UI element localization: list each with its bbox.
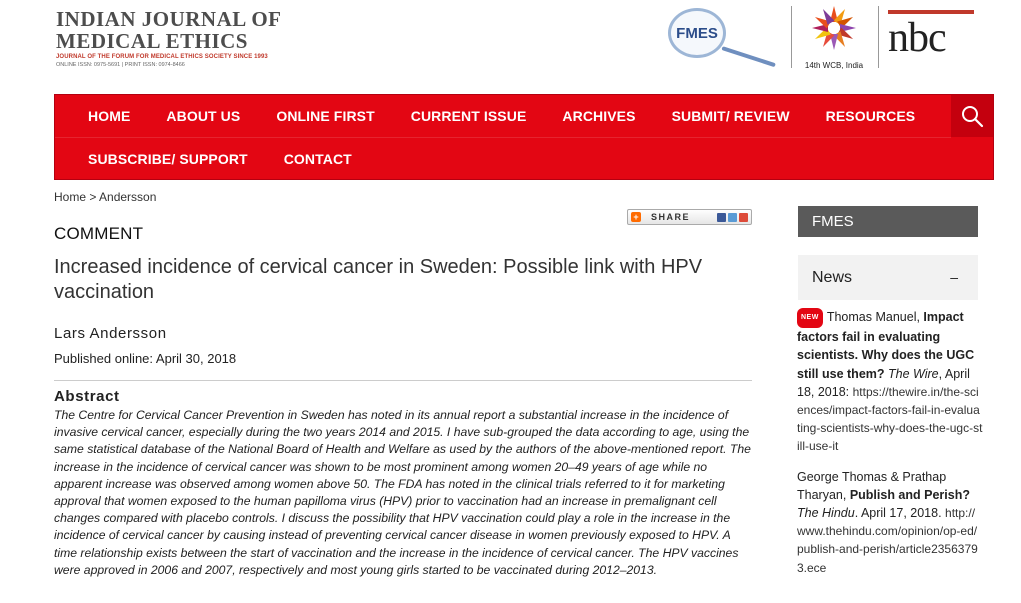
news-url-link[interactable]: https://thewire.in/the-sciences/impact-factors-fail-in-evaluating-scientists-why-does-the-ugc-still-use-it bbox=[797, 384, 983, 454]
share-label: SHARE bbox=[651, 212, 691, 222]
email-icon bbox=[739, 213, 748, 222]
news-item bbox=[797, 468, 983, 577]
nav-about-us[interactable]: ABOUT US bbox=[166, 108, 241, 124]
new-badge: NEW bbox=[797, 308, 823, 328]
article-section-label: COMMENT bbox=[54, 224, 144, 243]
wcb-caption: 14th WCB, India bbox=[804, 61, 864, 70]
nav-submit-review[interactable]: SUBMIT/ REVIEW bbox=[671, 108, 790, 124]
nav-archives[interactable]: ARCHIVES bbox=[562, 108, 636, 124]
news-item bbox=[797, 308, 983, 456]
journal-title-line2: MEDICAL ETHICS bbox=[56, 29, 248, 53]
wcb-star-icon bbox=[810, 4, 858, 52]
article-title: Increased incidence of cervical cancer in Sweden: Possible link with HPV vaccination bbox=[54, 256, 703, 303]
journal-title-line1: INDIAN JOURNAL OF bbox=[56, 7, 282, 31]
nbc-logo-text: nbc bbox=[888, 15, 946, 61]
magnifier-handle-icon bbox=[721, 46, 775, 67]
search-icon bbox=[960, 104, 984, 128]
journal-logo[interactable] bbox=[56, 8, 296, 68]
news-label: News bbox=[812, 269, 853, 286]
nav-contact[interactable]: CONTACT bbox=[283, 151, 352, 167]
nav-home[interactable]: HOME bbox=[88, 108, 131, 124]
share-plus-icon: + bbox=[631, 212, 641, 222]
sidebar-fmes-header[interactable]: FMES bbox=[798, 206, 978, 237]
wcb-logo[interactable] bbox=[797, 4, 871, 72]
sidebar-news-header[interactable] bbox=[798, 255, 978, 300]
news-author: George Thomas & Prathap Tharyan, bbox=[797, 469, 947, 502]
news-author: Thomas Manuel, bbox=[826, 310, 924, 324]
site-header bbox=[0, 0, 1021, 90]
divider bbox=[54, 380, 752, 381]
breadcrumb-separator: > bbox=[86, 190, 100, 204]
main-navigation bbox=[54, 94, 994, 180]
published-date: Published online: April 30, 2018 bbox=[54, 351, 237, 366]
search-button[interactable] bbox=[951, 95, 993, 137]
news-list bbox=[797, 308, 983, 589]
news-source: The Wire bbox=[884, 366, 939, 381]
news-title-link[interactable]: Publish and Perish? bbox=[849, 487, 970, 502]
news-date: . April 17, 2018. bbox=[854, 506, 946, 521]
breadcrumb bbox=[54, 190, 156, 204]
abstract-text: The Centre for Cervical Cancer Prevention in Sweden has noted in its annual report a substantial increase in the incidence of invasive cervical cancer, especially during the two years 2014 and 2015. I have sub-grouped the data according to age, using the same statistical database of the National Board of Health and Welfare as used by the authors of the above-mentioned report. The increase in the incidence of cervical cancer was shown to be most prominent among women 20–49 years of age while no apparent increase was observed among women above 50. The FDA has noted in the clinical trials referred to it for marketing approval that women exposed to the human papilloma virus (HPV) prior to vaccination had an increase in premalignant cell changes compared with placebo controls. I discuss the possibility that HPV vaccination could play a role in the increase in the incidence of cervical cancer by causing instead of preventing cervical cancer disease in women previously exposed to HPV. A time relationship exists between the start of vaccination and the increase in the incidence of cervical cancer. The HPV vaccines were approved in 2006 and 2007, respectively and most young girls started to be vaccinated during 2012–2013. bbox=[54, 408, 751, 577]
logo-divider bbox=[878, 6, 879, 68]
nav-row-1 bbox=[55, 95, 933, 137]
nav-subscribe-support[interactable]: SUBSCRIBE/ SUPPORT bbox=[88, 151, 248, 167]
nbc-logo[interactable] bbox=[886, 8, 978, 68]
share-button[interactable] bbox=[627, 209, 752, 225]
journal-subtitle: JOURNAL OF THE FORUM FOR MEDICAL ETHICS SOCIETY SINCE 1993 bbox=[56, 54, 268, 60]
news-source: The Hindu bbox=[797, 506, 855, 521]
fmes-logo[interactable] bbox=[666, 8, 781, 66]
article-author[interactable]: Lars Andersson bbox=[54, 325, 167, 342]
nav-resources[interactable]: RESOURCES bbox=[825, 108, 916, 124]
news-url-link[interactable]: http://www.thehindu.com/opinion/op-ed/publish-and-perish/article23563793.ece bbox=[797, 506, 978, 575]
facebook-icon bbox=[717, 213, 726, 222]
nav-online-first[interactable]: ONLINE FIRST bbox=[276, 108, 375, 124]
breadcrumb-home-link[interactable]: Home bbox=[54, 190, 87, 204]
share-service-icons bbox=[717, 213, 748, 222]
nav-row-2 bbox=[55, 137, 951, 179]
journal-issn: ONLINE ISSN: 0975-5691 | PRINT ISSN: 0974-8466 bbox=[56, 62, 185, 68]
twitter-icon bbox=[728, 213, 737, 222]
nav-current-issue[interactable]: CURRENT ISSUE bbox=[410, 108, 527, 124]
logo-divider bbox=[791, 6, 792, 68]
nbc-bar bbox=[888, 10, 974, 14]
breadcrumb-current: Andersson bbox=[99, 190, 157, 204]
news-title-link[interactable]: Impact factors fail in evaluating scientists. Why does the UGC still use them? bbox=[797, 310, 975, 381]
fmes-logo-text: FMES bbox=[668, 8, 726, 58]
news-date: , April 18, 2018: bbox=[797, 366, 970, 399]
abstract-heading: Abstract bbox=[54, 388, 120, 405]
collapse-icon[interactable]: – bbox=[950, 269, 958, 285]
